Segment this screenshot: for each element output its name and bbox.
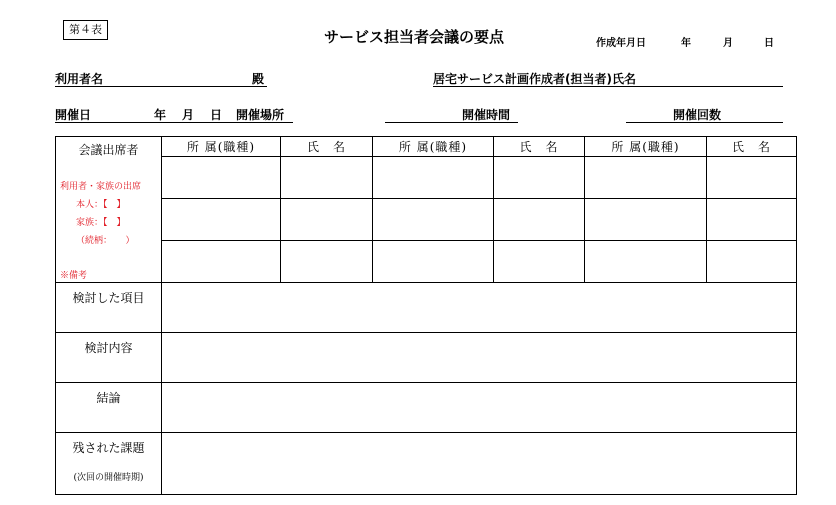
- col-affiliation-2: 所 属(職種): [373, 137, 494, 157]
- created-date-label: 作成年月日: [596, 38, 646, 49]
- attendee-cell[interactable]: [281, 241, 373, 283]
- attendee-cell[interactable]: [373, 241, 494, 283]
- remaining-field[interactable]: [162, 433, 797, 495]
- attendee-cell[interactable]: [162, 199, 281, 241]
- meeting-day-label: 日: [210, 108, 223, 122]
- col-name-1: 氏 名: [281, 137, 373, 157]
- form-number: 第４表: [63, 20, 108, 40]
- user-name-field[interactable]: [55, 86, 267, 87]
- attendee-cell[interactable]: [162, 241, 281, 283]
- attendee-cell[interactable]: [707, 241, 797, 283]
- meeting-date-label: 開催日: [55, 108, 92, 122]
- user-name-label: 利用者名: [55, 72, 104, 86]
- created-month-label: 月: [723, 38, 733, 49]
- count-field[interactable]: [626, 122, 783, 123]
- attendee-cell[interactable]: [494, 241, 585, 283]
- items-label-cell: [56, 283, 162, 333]
- attendee-cell[interactable]: [585, 199, 707, 241]
- content-field[interactable]: [162, 333, 797, 383]
- remarks-label: ※備考: [60, 271, 88, 281]
- attendee-cell[interactable]: [162, 157, 281, 199]
- attendees-label: 会議出席者: [78, 143, 139, 157]
- attendee-cell[interactable]: [494, 199, 585, 241]
- family-attendance-label: 利用者・家族の出席: [60, 182, 142, 192]
- meeting-record-table: [55, 136, 797, 495]
- family-label: 家族：【 】: [76, 218, 126, 228]
- conclusion-label: 結論: [96, 391, 121, 405]
- attendee-cell[interactable]: [707, 199, 797, 241]
- attendee-cell[interactable]: [373, 199, 494, 241]
- relation-label: （続柄： ）: [76, 236, 135, 246]
- planner-field[interactable]: [433, 86, 783, 87]
- meeting-date-field[interactable]: [55, 122, 293, 123]
- attendee-cell[interactable]: [707, 157, 797, 199]
- venue-label: 開催場所: [236, 108, 285, 122]
- conclusion-field[interactable]: [162, 383, 797, 433]
- items-field[interactable]: [162, 283, 797, 333]
- count-label: 開催回数: [673, 108, 722, 122]
- attendee-cell[interactable]: [494, 157, 585, 199]
- next-meeting-label: (次回の開催時期): [73, 473, 144, 483]
- conclusion-label-cell: [56, 383, 162, 433]
- remaining-label: 残された課題: [72, 441, 145, 455]
- created-day-label: 日: [764, 38, 774, 49]
- attendees-cell: [56, 137, 162, 283]
- time-label: 開催時間: [462, 108, 511, 122]
- meeting-year-label: 年: [154, 108, 167, 122]
- remaining-label-cell: [56, 433, 162, 495]
- honorific-label: 殿: [252, 72, 265, 86]
- self-attendance-label: 本人：【 】: [76, 200, 126, 210]
- attendee-cell[interactable]: [585, 157, 707, 199]
- created-year-label: 年: [681, 38, 691, 49]
- attendee-cell[interactable]: [281, 199, 373, 241]
- attendee-cell[interactable]: [373, 157, 494, 199]
- col-affiliation-1: 所 属(職種): [162, 137, 281, 157]
- content-label: 検討内容: [84, 341, 133, 355]
- time-field[interactable]: [385, 122, 518, 123]
- content-label-cell: [56, 333, 162, 383]
- planner-label: 居宅サービス計画作成者(担当者)氏名: [433, 72, 636, 86]
- attendee-cell[interactable]: [281, 157, 373, 199]
- items-label: 検討した項目: [72, 291, 145, 305]
- attendee-cell[interactable]: [585, 241, 707, 283]
- col-name-3: 氏 名: [707, 137, 797, 157]
- col-affiliation-3: 所 属(職種): [585, 137, 707, 157]
- page-title: サービス担当者会議の要点: [324, 28, 505, 46]
- col-name-2: 氏 名: [494, 137, 585, 157]
- meeting-month-label: 月: [182, 108, 195, 122]
